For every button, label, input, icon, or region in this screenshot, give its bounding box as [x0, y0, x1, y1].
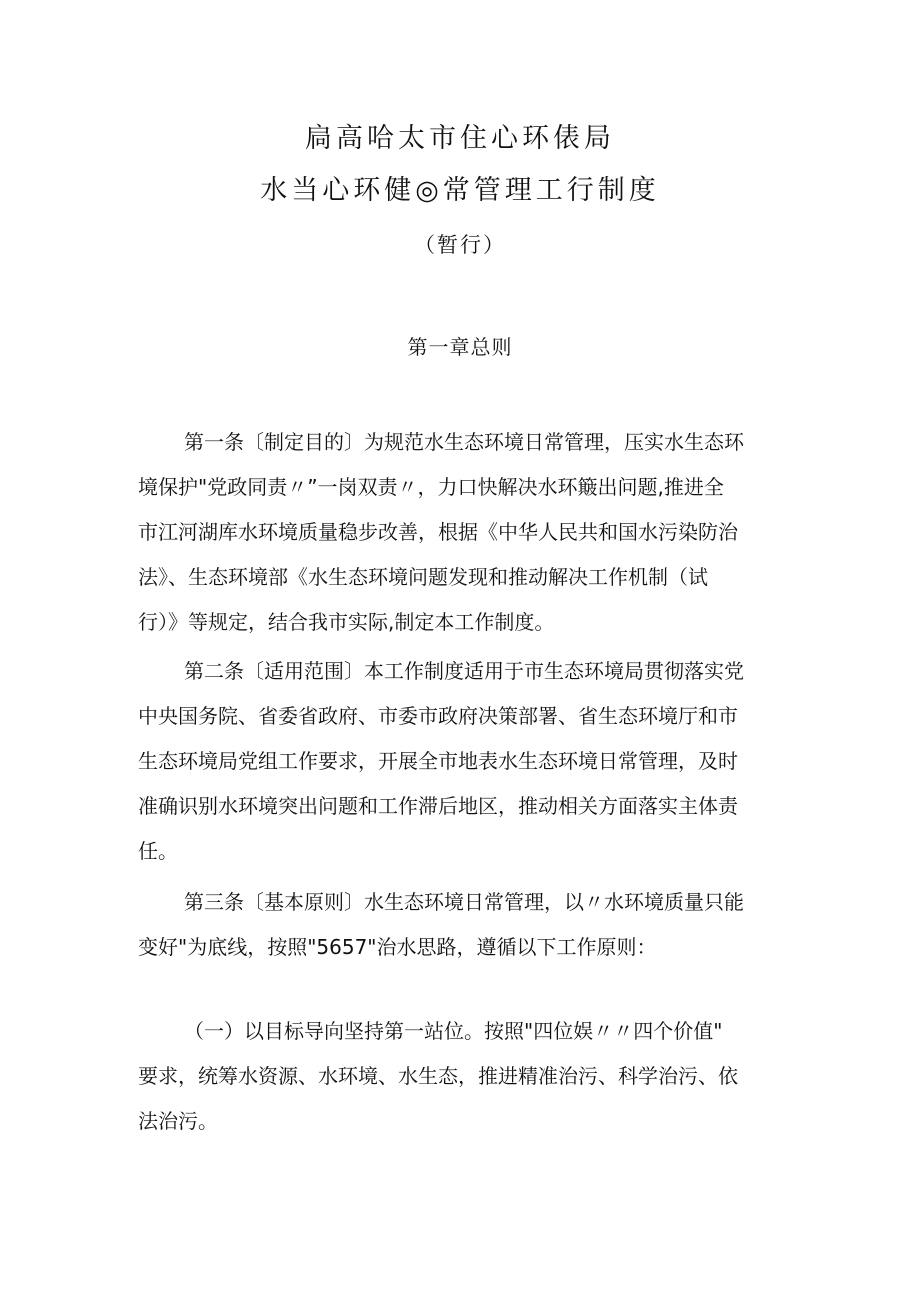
document-subtitle: （暂行） — [414, 233, 506, 257]
article-1-paragraph — [138, 420, 788, 645]
paragraph-line: 任。 — [138, 839, 178, 863]
paragraph-line: 法》、生态环境部《水生态环境问题发现和推动解决工作机制（试 — [138, 565, 708, 589]
paragraph-line: （一）以目标导向坚持第一站位。按照"四位娱〃〃四个价值" — [184, 1019, 723, 1043]
paragraph-line: 第二条〔适用范围〕本工作制度适用于市生态环境局贯彻落实党 — [184, 659, 744, 683]
paragraph-line: 境保护"党政同责〃”一岗双责〃，力口快解决水环簸出问题,推进全 — [138, 475, 724, 499]
paragraph-line: 第三条〔基本原则〕水生态环境日常管理，以〃水环境质量只能 — [184, 890, 744, 914]
chapter-heading: 第一章总则 — [407, 335, 513, 359]
principle-1-paragraph — [138, 1009, 788, 1144]
paragraph-line: 变好"为底线，按照"5657"治水思路，遵循以下工作原则： — [138, 935, 657, 959]
paragraph-line: 第一条〔制定目的〕为规范水生态环境日常管理，压实水生态环 — [184, 430, 744, 454]
paragraph-line: 生态环境局党组工作要求，开展全市地表水生态环境日常管理，及时 — [138, 749, 738, 773]
paragraph-line: 行）》等规定，结合我市实际,制定本工作制度。 — [138, 610, 555, 634]
document-title-line-2: 水当心环健◎常管理工行制度 — [260, 175, 660, 206]
article-2-paragraph — [138, 649, 788, 874]
paragraph-line: 市江河湖库水环境质量稳步改善，根据《中华人民共和国水污染防治 — [138, 520, 738, 544]
article-3-paragraph — [138, 880, 788, 970]
paragraph-line: 中央国务院、省委省政府、市委市政府决策部署、省生态环境厅和市 — [138, 704, 738, 728]
document-title-line-1: 扃高哈太市住心环俵局 — [305, 123, 615, 154]
paragraph-line: 法治污。 — [138, 1109, 218, 1133]
paragraph-line: 准确识别水环境突出问题和工作滞后地区，推动相关方面落实主体责 — [138, 794, 738, 818]
paragraph-line: 要求，统筹水资源、水环境、水生态，推进精准治污、科学治污、依 — [138, 1064, 738, 1088]
